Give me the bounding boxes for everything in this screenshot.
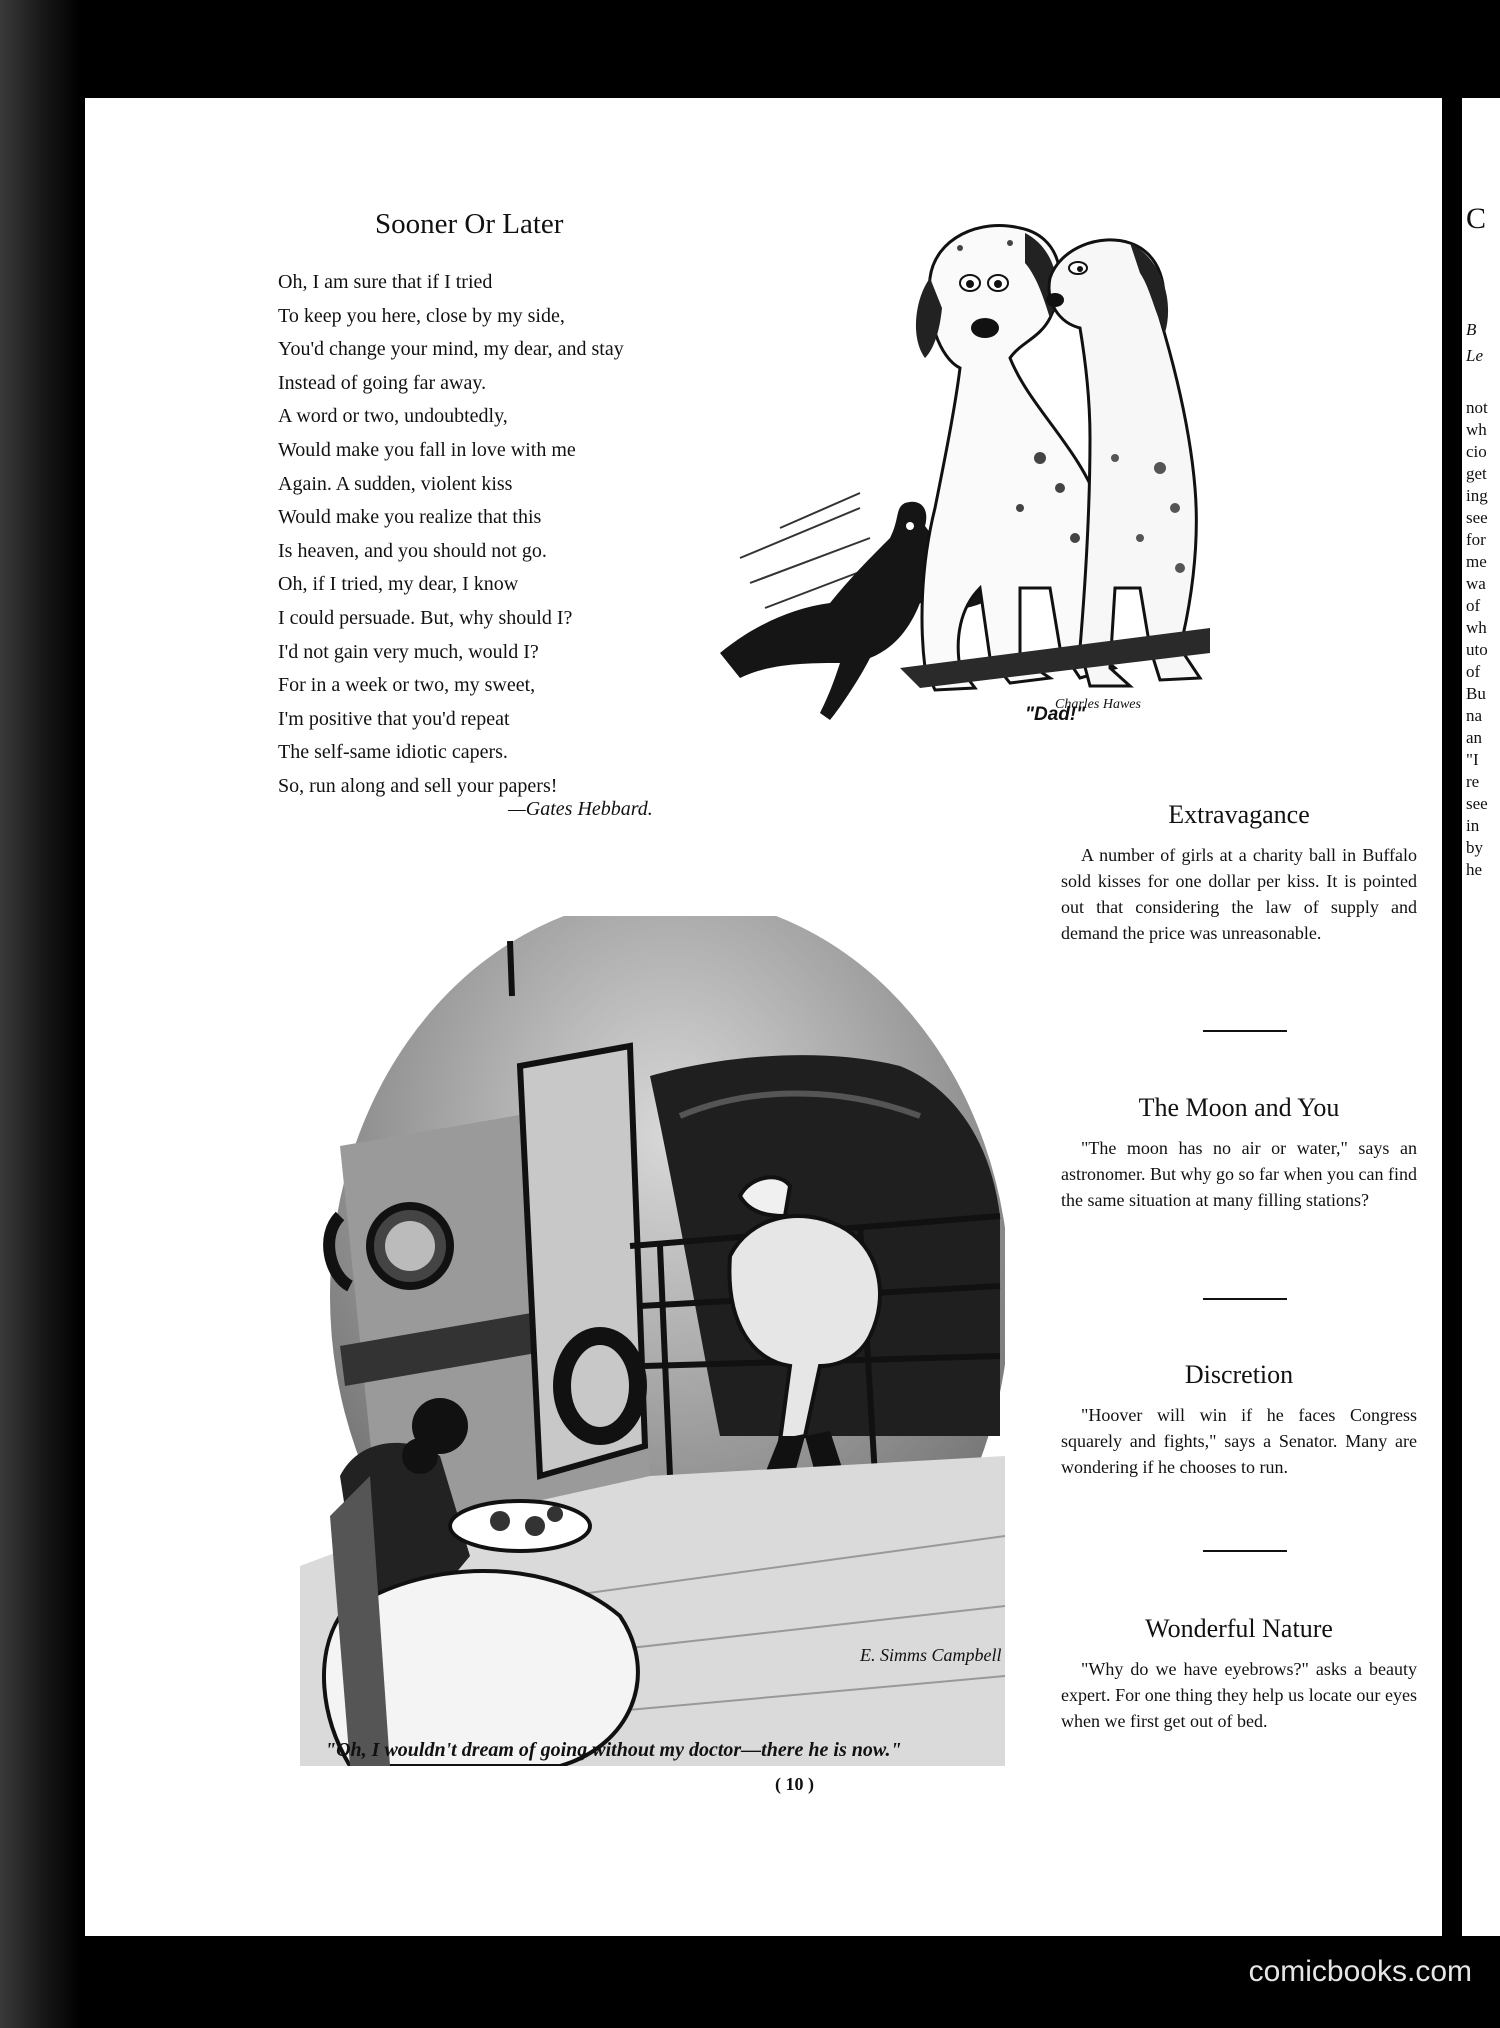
artist-signature: E. Simms Campbell <box>860 1645 1002 1665</box>
facing-page-fragment: see <box>1466 508 1488 527</box>
facing-page-fragment: of <box>1466 662 1481 681</box>
facing-page-fragment: uto <box>1466 640 1488 659</box>
section-divider <box>1203 1030 1287 1032</box>
facing-page-fragment: me <box>1466 552 1487 571</box>
page-number: ( 10 ) <box>775 1774 814 1794</box>
facing-page-edge <box>1462 98 1500 1936</box>
ship-cartoon-caption: "Oh, I wouldn't dream of going without my doctor—there he is now." <box>325 1739 902 1761</box>
facing-page-fragment: see <box>1466 794 1488 813</box>
poem-author: —Gates Hebbard. <box>508 798 653 820</box>
site-watermark: comicbooks.com <box>1248 1955 1472 1988</box>
poem-line: Again. A sudden, violent kiss <box>278 472 513 495</box>
article-body: "Why do we have eyebrows?" asks a beauty expert. For one thing they help us locate our eyes when we first get out of bed. <box>1061 1659 1417 1731</box>
facing-page-fragment: Bu <box>1466 684 1486 703</box>
article-discretion <box>1061 1360 1417 1480</box>
facing-page-fragment: Le <box>1466 346 1483 365</box>
facing-page-fragment: an <box>1466 728 1483 747</box>
article-body: A number of girls at a charity ball in Buffalo sold kisses for one dollar per kiss. It is pointed out that considering the law of supply and demand the price was unreasonable. <box>1061 845 1417 943</box>
poem-line: So, run along and sell your papers! <box>278 774 558 797</box>
poem-line: Oh, if I tried, my dear, I know <box>278 573 519 596</box>
article-body: "The moon has no air or water," says an astronomer. But why go so far when you can find the same situation at many filling stations? <box>1061 1138 1417 1210</box>
poem-line: Oh, I am sure that if I tried <box>278 271 493 293</box>
poem-line: Would make you realize that this <box>278 506 542 529</box>
facing-page-fragment: for <box>1466 530 1486 549</box>
poem-line: The self-same idiotic capers. <box>278 741 508 764</box>
article-title: Extravagance <box>1168 800 1310 829</box>
facing-page-fragment: wh <box>1466 618 1487 637</box>
facing-page-fragment: wa <box>1466 574 1486 593</box>
facing-page-fragment: "I <box>1466 750 1479 769</box>
poem-line: Would make you fall in love with me <box>278 438 576 461</box>
dogs-cartoon-illustration <box>720 208 1210 768</box>
facing-page-fragment: he <box>1466 860 1483 879</box>
facing-page-fragment: by <box>1466 838 1483 857</box>
facing-page-fragment: of <box>1466 596 1481 615</box>
facing-page-fragment: B <box>1466 320 1477 339</box>
poem-line: To keep you here, close by my side, <box>278 304 565 327</box>
article-moon-and-you <box>1061 1093 1417 1213</box>
facing-page-fragment: re <box>1466 772 1480 791</box>
scan-left-margin <box>0 0 80 2028</box>
poem-line: I'd not gain very much, would I? <box>278 640 539 663</box>
article-wonderful-nature <box>1061 1614 1417 1734</box>
article-body: "Hoover will win if he faces Congress squarely and fights," says a Senator. Many are wondering if he chooses to run. <box>1061 1405 1417 1477</box>
poem-line: You'd change your mind, my dear, and stay <box>278 338 624 361</box>
facing-page-fragment: get <box>1466 464 1487 483</box>
article-title: The Moon and You <box>1138 1093 1340 1122</box>
facing-page-fragment: na <box>1466 706 1483 725</box>
magazine-page <box>85 98 1442 1936</box>
poem-title: Sooner Or Later <box>375 208 564 240</box>
section-divider <box>1203 1298 1287 1300</box>
article-title: Discretion <box>1184 1360 1294 1389</box>
facing-page-fragment: wh <box>1466 420 1487 439</box>
poem-body <box>278 266 708 804</box>
dogs-cartoon-caption: "Dad!" <box>1025 704 1086 725</box>
facing-page-fragment: in <box>1466 816 1480 835</box>
poem-line: For in a week or two, my sweet, <box>278 674 536 697</box>
facing-page-fragment: cio <box>1466 442 1487 461</box>
facing-page-fragment: C <box>1466 202 1487 235</box>
facing-page-fragment: not <box>1466 398 1488 417</box>
poem-line: I'm positive that you'd repeat <box>278 707 510 730</box>
facing-page-fragment: ing <box>1466 486 1488 505</box>
artist-signature: Charles Hawes <box>1055 697 1141 712</box>
poem-line: Instead of going far away. <box>278 371 487 394</box>
ship-deck-cartoon-illustration <box>300 916 1005 1766</box>
poem-line: I could persuade. But, why should I? <box>278 606 573 629</box>
poem-line: Is heaven, and you should not go. <box>278 539 547 562</box>
poem-line: A word or two, undoubtedly, <box>278 405 508 428</box>
article-extravagance <box>1061 800 1417 946</box>
section-divider <box>1203 1550 1287 1552</box>
article-title: Wonderful Nature <box>1145 1614 1333 1643</box>
